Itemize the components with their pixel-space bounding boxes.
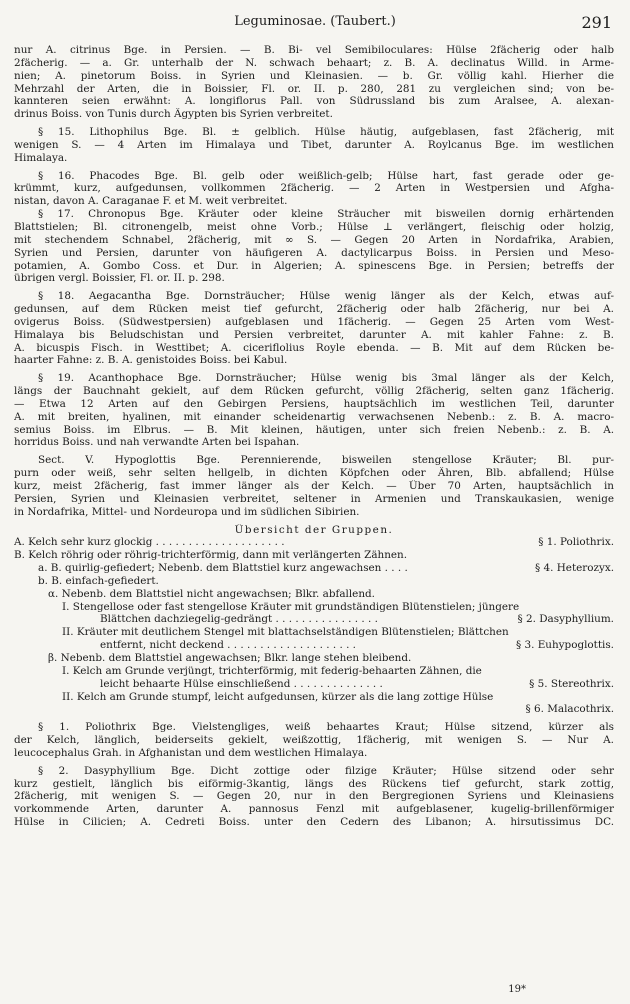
overview-row	[14, 652, 614, 665]
text-line: 2fächerig. — a. Gr. unterhalb der N. schwach behaart; z. B. A. declinatus Willd. in Arme-	[14, 56, 614, 69]
text-line: § 1. Poliothrix Bge. Vielstengliges, weiß behaartes Kraut; Hülse sitzend, kürzer als	[38, 721, 614, 734]
text-line: A. bicuspis Fisch. in Westtibet; A. ciceriflolius Royle ebenda. — B. Mit auf dem Rücken be-	[14, 341, 614, 354]
text-line: mit stechendem Schnabel, 2fächerig, mit ∞ S. — Gegen 20 Arten in Nordafrika, Arabien,	[14, 233, 614, 246]
text-line: Mehrzahl der Arten, die in Boissier, Fl. or. II. p. 280, 281 zu vergleichen sind; von be-	[14, 82, 614, 95]
group-reference: § 5. Stereothrix.	[529, 677, 614, 690]
overview-row-text: α. Nebenb. dem Blattstiel nicht angewachsen; Blkr. abfallend.	[48, 587, 375, 600]
text-line: übrigen vergl. Boissier, Fl. or. II. p. 298.	[14, 272, 225, 285]
group-reference: § 4. Heterozyx.	[535, 562, 614, 575]
overview-row-text: II. Kräuter mit deutlichem Stengel mit blattachselständigen Blütenstielen; Blättchen	[62, 626, 509, 639]
text-line: potamien, A. Gombo Coss. et Dur. in Algerien; A. spinescens Bge. in Persien; betreffs der	[14, 259, 614, 272]
overview-row	[14, 639, 614, 652]
overview-row-text: entfernt, nicht deckend . . . . . . . . . . . . . . . . . . . .	[100, 639, 356, 652]
text-line: haarter Fahne: z. B. A. genistoides Boiss. bei Kabul.	[14, 354, 288, 367]
text-line: § 15. Lithophilus Bge. Bl. ± gelblich. Hülse häutig, aufgeblasen, fast 2fächerig, mit	[38, 126, 614, 139]
text-line: § 19. Acanthophace Bge. Dornsträucher; Hülse wenig bis 3mal länger als der Kelch,	[38, 372, 614, 385]
text-line: Hülse in Cilicien; A. Cedreti Boiss. unter den Cedern des Libanon; A. hirsutissimus DC.	[14, 816, 614, 829]
overview-row	[14, 575, 614, 588]
text-line: leucocephalus Grah. in Afghanistan und dem westlichen Himalaya.	[14, 746, 368, 759]
text-line: § 2. Dasyphyllium Bge. Dicht zottige oder filzige Kräuter; Hülse sitzend oder sehr	[38, 764, 614, 777]
overview-row-text: A. Kelch sehr kurz glockig . . . . . . . . . . . . . . . . . . . .	[14, 536, 285, 549]
text-line: nien; A. pinetorum Boiss. in Syrien und Kleinasien. — b. Gr. völlig kahl. Hierher die	[14, 69, 614, 82]
group-reference: § 2. Dasyphyllium.	[517, 613, 614, 626]
text-line: drinus Boiss. von Tunis durch Ägypten bis Syrien verbreitet.	[14, 108, 333, 121]
text-line: Blattstielen; Bl. citronengelb, meist ohne Vorb.; Hülse ⊥ verlängert, fleischig oder holzig,	[14, 220, 614, 233]
text-line: Himalaya.	[14, 151, 68, 164]
text-line: nur A. citrinus Bge. in Persien. — B. Bi- vel Semibiloculares: Hülse 2fächerig oder halb	[14, 44, 614, 56]
text-line: der Kelch, länglich, beiderseits gekielt, weißzottig, 1fächerig, mit wenigen S. — Nur A.	[14, 734, 614, 747]
overview-row-text: leicht behaarte Hülse einschließend . . . . . . . . . . . . . .	[100, 677, 383, 690]
overview-row-text: a. B. quirlig-gefiedert; Nebenb. dem Blattstiel kurz angewachsen . . . .	[38, 562, 408, 575]
text-line: horridus Boiss. und nah verwandte Arten bei Ispahan.	[14, 436, 300, 449]
text-line: Himalaya bis Beludschistan und Persien verbreitet, darunter A. mit kahler Fahne: z. B.	[14, 328, 614, 341]
overview-row	[14, 678, 614, 691]
overview-row	[14, 562, 614, 575]
page-number: 291	[581, 13, 612, 32]
text-line: wenigen S. — 4 Arten im Himalaya und Tibet, darunter A. Roylcanus Bge. im westlichen	[14, 138, 614, 151]
group-reference: § 3. Euhypoglottis.	[515, 639, 614, 652]
text-line: semius Boiss. im Elbrus. — B. Mit kleinen, häutigen, unter sich freien Nebenb.: z. B. A.	[14, 423, 614, 436]
overview-row-text: II. Kelch am Grunde stumpf, leicht aufgedunsen, kürzer als die lang zottige Hülse	[62, 690, 494, 703]
text-line: § 16. Phacodes Bge. Bl. gelb oder weißlich-gelb; Hülse hart, fast gerade oder ge-	[38, 169, 614, 182]
running-header	[0, 14, 630, 36]
overview-row-text: β. Nebenb. dem Blattstiel angewachsen; Blkr. lange stehen bleibend.	[48, 651, 412, 664]
overview-row-text: b. B. einfach-gefiedert.	[38, 574, 159, 587]
text-line: Persien, Syrien und Kleinasien verbreitet, seltener in Armenien und Transkaukasien, wenige	[14, 492, 614, 505]
overview-heading: Übersicht der Gruppen.	[234, 523, 394, 536]
overview-row-text: I. Stengellose oder fast stengellose Kräuter mit grundständigen Blütenstielen; jüngere	[62, 600, 520, 613]
overview-row	[14, 626, 614, 639]
overview-row	[14, 691, 614, 704]
overview-row-text: I. Kelch am Grunde verjüngt, trichterförmig, mit federig-behaarten Zähnen, die	[62, 664, 482, 677]
text-line: krümmt, kurz, aufgedunsen, vollkommen 2fächerig. — 2 Arten in Westpersien und Afgha-	[14, 182, 614, 195]
overview-row	[14, 665, 614, 678]
overview-row	[14, 703, 614, 716]
text-line: vorkommende Arten, darunter A. pannosus Fenzl mit aufgeblasener, kugelig-brillenförmiger	[14, 803, 614, 816]
body-text	[14, 44, 614, 829]
running-title: Leguminosae. (Taubert.)	[234, 14, 396, 29]
text-line: nistan, davon A. Caraganae F. et M. weit verbreitet.	[14, 195, 288, 208]
text-line: kannteren seien erwähnt: A. longiflorus Pall. von Südrussland bis zum Aralsee, A. alexan-	[14, 95, 614, 108]
group-reference: § 1. Poliothrix.	[538, 536, 614, 549]
group-reference: § 6. Malacothrix.	[525, 703, 614, 716]
overview-row	[14, 549, 614, 562]
text-line: § 18. Aegacantha Bge. Dornsträucher; Hülse wenig länger als der Kelch, etwas auf-	[38, 290, 614, 303]
text-line: 2fächerig, mit wenigen S. — Gegen 20, nur in den Bergregionen Syriens und Kleinasiens	[14, 790, 614, 803]
overview-row	[14, 536, 614, 549]
overview-row-text: Blättchen dachziegelig-gedrängt . . . . . . . . . . . . . . . .	[100, 613, 378, 626]
text-line: längs der Bauchnaht gekielt, auf dem Rücken gefurcht, völlig 2fächerig, selten ganz 1fächerig.	[14, 385, 614, 398]
overview-row	[14, 588, 614, 601]
overview-row	[14, 613, 614, 626]
text-line: purn oder weiß, sehr selten hellgelb, in dichten Köpfchen oder Ähren, Blb. abfallend; Hülse	[14, 467, 614, 480]
text-line: § 17. Chronopus Bge. Kräuter oder kleine Sträucher mit bisweilen dornig erhärtenden	[38, 208, 614, 221]
text-line: — Etwa 12 Arten auf den Gebirgen Persiens, hauptsächlich im westlichen Teil, darunter	[14, 397, 614, 410]
text-line: ovigerus Boiss. (Südwestpersien) aufgeblasen und 1fächerig. — Gegen 25 Arten vom West-	[14, 315, 614, 328]
text-line: A. mit breiten, hyalinen, mit einander scheidenartig verwachsenen Nebenb.: z. B. A. macro-	[14, 410, 614, 423]
text-line: Syrien und Persien, darunter von häufigeren A. dactylicarpus Boiss. in Persien und Meso-	[14, 246, 614, 259]
overview-row-text: B. Kelch röhrig oder röhrig-trichterförmig, dann mit verlängerten Zähnen.	[14, 549, 408, 562]
text-line: gedunsen, auf dem Rücken meist tief gefurcht, 2fächerig oder halb 2fächerig, nur bei A.	[14, 303, 614, 316]
overview-row	[14, 601, 614, 614]
text-line: kurz gestielt, länglich bis eiförmig-3kantig, längs des Rückens tief gefurcht, stark zottig,	[14, 777, 614, 790]
signature-mark: 19*	[508, 984, 526, 995]
text-line: Sect. V. Hypoglottis Bge. Perennierende, bisweilen stengellose Kräuter; Bl. pur-	[38, 454, 614, 467]
text-line: in Nordafrika, Mittel- und Nordeuropa und im südlichen Sibirien.	[14, 505, 360, 518]
text-line: kurz, meist 2fächerig, fast immer länger als der Kelch. — Über 70 Arten, hauptsächlich in	[14, 480, 614, 492]
